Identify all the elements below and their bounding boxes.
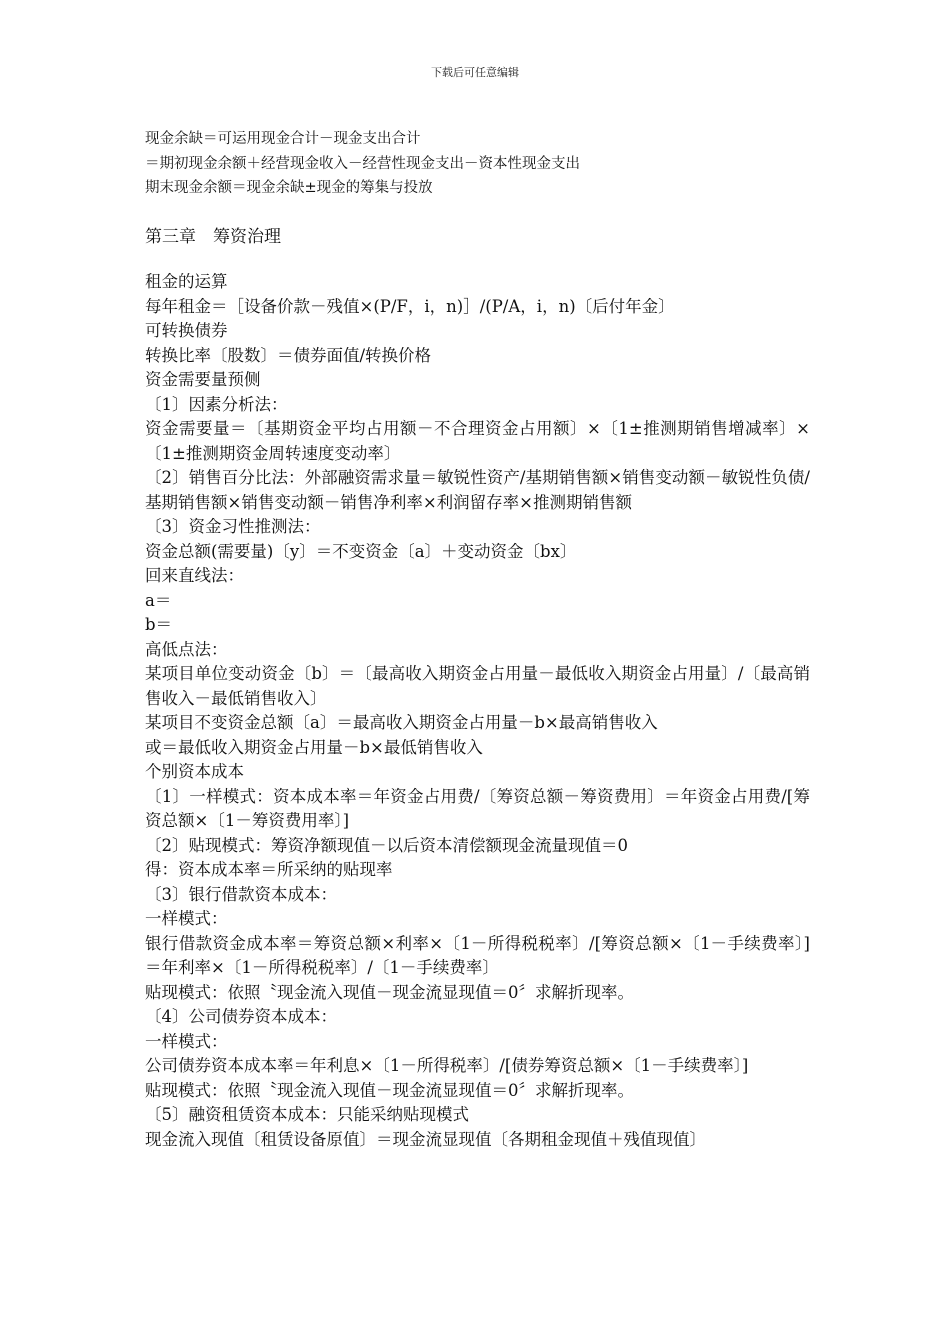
text-line: 〔3〕银行借款资本成本： [145,884,337,904]
formula-line: 转换比率〔股数〕＝债券面值/转换价格 [145,345,432,365]
formula-line: 资金总额(需要量)〔y〕＝不变资金〔a〕＋变动资金〔bx〕 [145,541,577,561]
formula-paragraph: 资金需要量＝〔基期资金平均占用额－不合理资金占用额〕×〔1±推测期销售增减率〕×〔1±推测期资金周转速度变动率〕 [145,419,810,463]
formula-paragraph: 〔1〕一样模式：资本成本率＝年资金占用费/〔筹资总额－筹资费用〕＝年资金占用费/[筹资总额×〔1－筹资费用率〕] [145,786,810,830]
text-line: 期末现金余额＝现金余缺±现金的筹集与投放 [145,180,433,196]
text-line: 现金余缺＝可运用现金合计－现金支出合计 [145,131,421,147]
formula-line: 现金流入现值〔租赁设备原值〕＝现金流显现值〔各期租金现值＋残值现值〕 [145,1129,706,1149]
text-line: 〔4〕公司债券资本成本： [145,1007,337,1026]
text-line: 租金的运算 [145,272,228,291]
formula-paragraph: 银行借款资金成本率＝筹资总额×利率×〔1－所得税税率〕/[筹资总额×〔1－手续费率〕]＝年利率×〔1－所得税税率〕/〔1－手续费率〕 [145,933,810,977]
text-line: 回来直线法： [145,566,244,585]
text-line: 〔5〕融资租赁资本成本：只能采纳贴现模式 [145,1105,469,1124]
formula-paragraph: 公司债券资本成本率＝年利息×〔1－所得税率〕/[债券筹资总额×〔1－手续费率〕] [145,1056,749,1075]
text-line: 一样模式： [145,909,228,928]
chapter-title: 第三章 筹资治理 [145,227,281,247]
text-line: 资金需要量预侧 [145,370,261,389]
text-line: 〔3〕资金习性推测法： [145,517,321,536]
text-line: 得：资本成本率＝所采纳的贴现率 [145,860,393,879]
page-header-note: 下载后可任意编辑 [431,66,519,79]
text-line: ＝期初现金余额＋经营现金收入－经营性现金支出－资本性现金支出 [145,155,580,172]
formula-line: 某项目不变资金总额〔a〕＝最高收入期资金占用量－b×最高销售收入 [145,713,658,732]
formula-paragraph: 〔2〕销售百分比法：外部融资需求量＝敏锐性资产/基期销售额×销售变动额－敏锐性负债/基期销售额×销售变动额－销售净利率×利润留存率×推测期销售额 [145,468,810,512]
text-line: 〔1〕因素分析法： [145,394,288,414]
chapter-content [145,270,810,1152]
text-line: 可转换债券 [145,321,228,340]
formula-line: b＝ [145,615,173,634]
text-line: 高低点法： [145,639,228,659]
formula-paragraph: 某项目单位变动资金〔b〕＝〔最高收入期资金占用量－最低收入期资金占用量〕/〔最高销售收入－最低销售收入〕 [145,664,810,708]
formula-line: 每年租金＝［设备价款－残值×(P/F，i，n)］/(P/A，i，n)〔后付年金〕 [145,296,675,316]
text-line: 个别资本成本 [145,762,244,781]
text-line: 贴现模式：依照〝现金流入现值－现金流显现值＝0〞求解折现率。 [145,1080,634,1100]
formula-line: a＝ [145,590,172,610]
text-line: 贴现模式：依照〝现金流入现值－现金流显现值＝0〞求解折现率。 [145,982,634,1002]
text-line: 一样模式： [145,1031,228,1051]
cash-balance-section [145,127,810,201]
formula-line: 或＝最低收入期资金占用量－b×最低销售收入 [145,737,483,757]
formula-line: 〔2〕贴现模式：筹资净额现值－以后资本清偿额现金流量现值＝0 [145,835,628,855]
